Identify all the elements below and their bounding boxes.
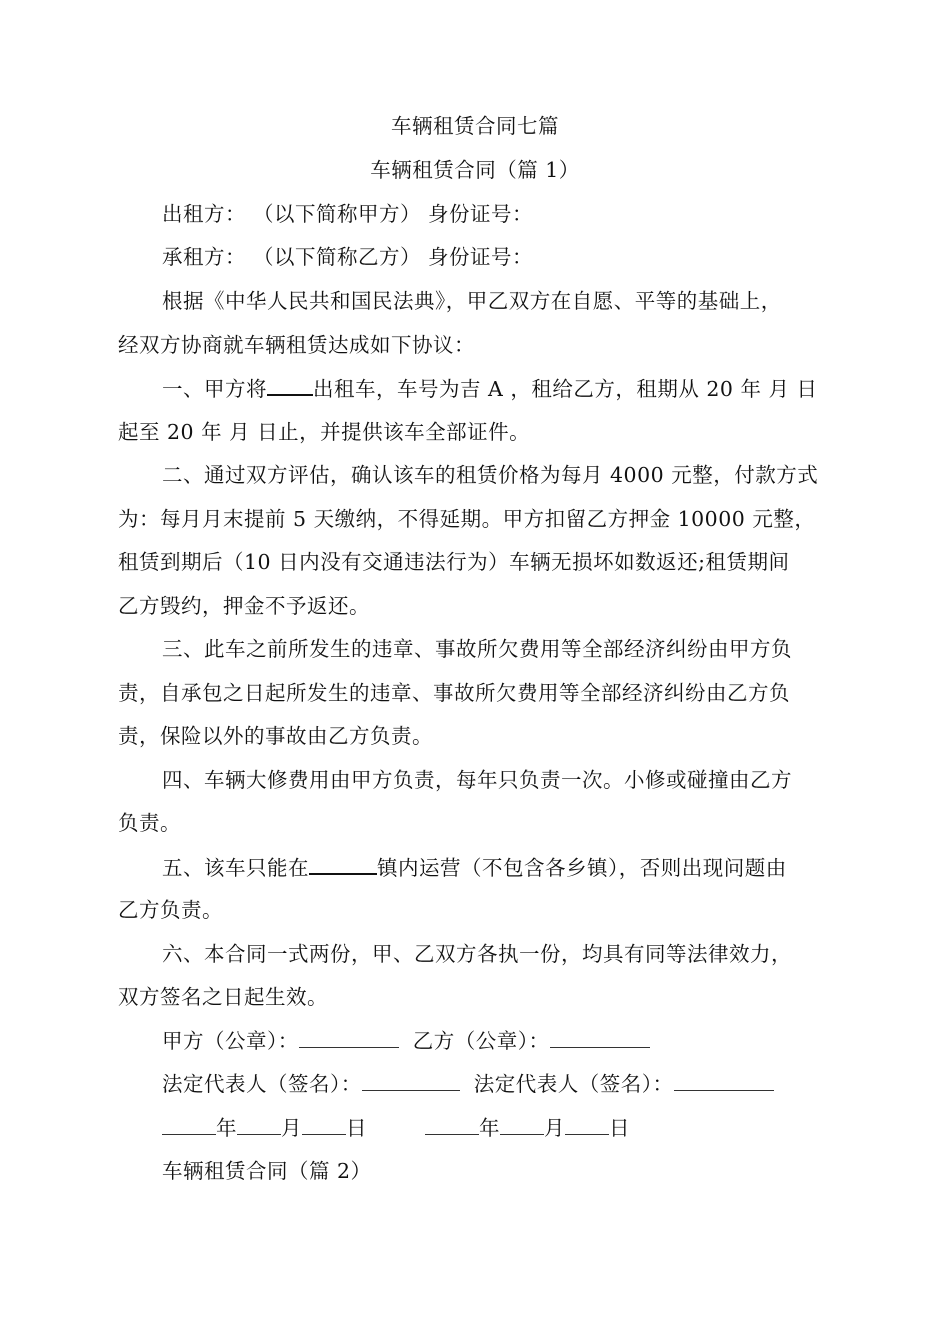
document-title: 车辆租赁合同七篇: [391, 114, 559, 138]
lessor-line: 出租方： （以下简称甲方） 身份证号：: [162, 202, 534, 226]
party-a-seal-blank: [299, 1027, 399, 1048]
clause-2-line-3: 租赁到期后（10 日内没有交通违法行为）车辆无损坏如数返还;租赁期间: [118, 550, 790, 574]
date-b-month-label: 月: [544, 1116, 565, 1140]
document-subtitle: 车辆租赁合同（篇 1）: [370, 158, 580, 182]
preamble-line-1: 根据《中华人民共和国民法典》，甲乙双方在自愿、平等的基础上，: [162, 289, 782, 313]
clause-2-line-4: 乙方毁约，押金不予返还。: [118, 594, 370, 618]
clause-5-blank: [309, 853, 377, 875]
party-a-seal-label: 甲方（公章）：: [162, 1029, 299, 1053]
date-a-day-label: 日: [346, 1116, 367, 1140]
clause-6-line-2: 双方签名之日起生效。: [118, 985, 328, 1009]
clause-5-text-a: 五、该车只能在: [162, 856, 309, 880]
clause-3-line-3: 责，保险以外的事故由乙方负责。: [118, 724, 433, 748]
clause-5-line-2: 乙方负责。: [118, 898, 223, 922]
clause-5-line-1: [162, 853, 787, 882]
date-a-year-blank: [162, 1114, 216, 1135]
clause-1-line-1: [162, 374, 818, 403]
date-b-year-label: 年: [479, 1116, 500, 1140]
date-line: [162, 1114, 630, 1142]
legal-rep-b-blank: [674, 1070, 774, 1091]
clause-3-line-2: 责，自承包之日起所发生的违章、事故所欠费用等全部经济纠纷由乙方负: [118, 681, 790, 705]
clause-4-line-2: 负责。: [118, 811, 181, 835]
preamble-line-2: 经双方协商就车辆租赁达成如下协议：: [118, 333, 475, 357]
clause-3-line-1: 三、此车之前所发生的违章、事故所欠费用等全部经济纠纷由甲方负: [162, 637, 792, 661]
date-a-year-label: 年: [216, 1116, 237, 1140]
date-a-day-blank: [302, 1114, 346, 1135]
date-b-year-blank: [425, 1114, 479, 1135]
clause-1-text-a: 一、甲方将: [162, 377, 267, 401]
clause-1-line-2: 起至 20 年 月 日止，并提供该车全部证件。: [118, 420, 531, 444]
legal-rep-b-label: 法定代表人（签名）：: [473, 1072, 674, 1096]
lessee-line: 承租方： （以下简称乙方） 身份证号：: [162, 245, 534, 269]
legal-rep-line: [162, 1070, 774, 1098]
clause-6-line-1: 六、本合同一式两份，甲、乙双方各执一份，均具有同等法律效力，: [162, 942, 792, 966]
date-b-month-blank: [500, 1114, 544, 1135]
legal-rep-a-label: 法定代表人（签名）：: [162, 1072, 362, 1096]
clause-2-line-2: 为：每月月末提前 5 天缴纳，不得延期。甲方扣留乙方押金 10000 元整，: [118, 507, 816, 531]
clause-1-text-b: 出租车，车号为吉 A ，租给乙方，租期从 20 年 月 日: [313, 377, 818, 401]
clause-4-line-1: 四、车辆大修费用由甲方负责，每年只负责一次。小修或碰撞由乙方: [162, 768, 792, 792]
clause-1-blank: [267, 374, 313, 396]
date-b-day-blank: [565, 1114, 609, 1135]
party-b-seal-blank: [550, 1027, 650, 1048]
clause-5-text-b: 镇内运营（不包含各乡镇），否则出现问题由: [377, 856, 787, 880]
next-section-heading: 车辆租赁合同（篇 2）: [162, 1159, 372, 1183]
party-b-seal-label: 乙方（公章）：: [412, 1029, 550, 1053]
legal-rep-a-blank: [362, 1070, 460, 1091]
seal-line: [162, 1027, 650, 1055]
date-b-day-label: 日: [609, 1116, 630, 1140]
date-a-month-label: 月: [281, 1116, 302, 1140]
clause-2-line-1: 二、通过双方评估，确认该车的租赁价格为每月 4000 元整，付款方式: [162, 463, 819, 487]
date-a-month-blank: [237, 1114, 281, 1135]
